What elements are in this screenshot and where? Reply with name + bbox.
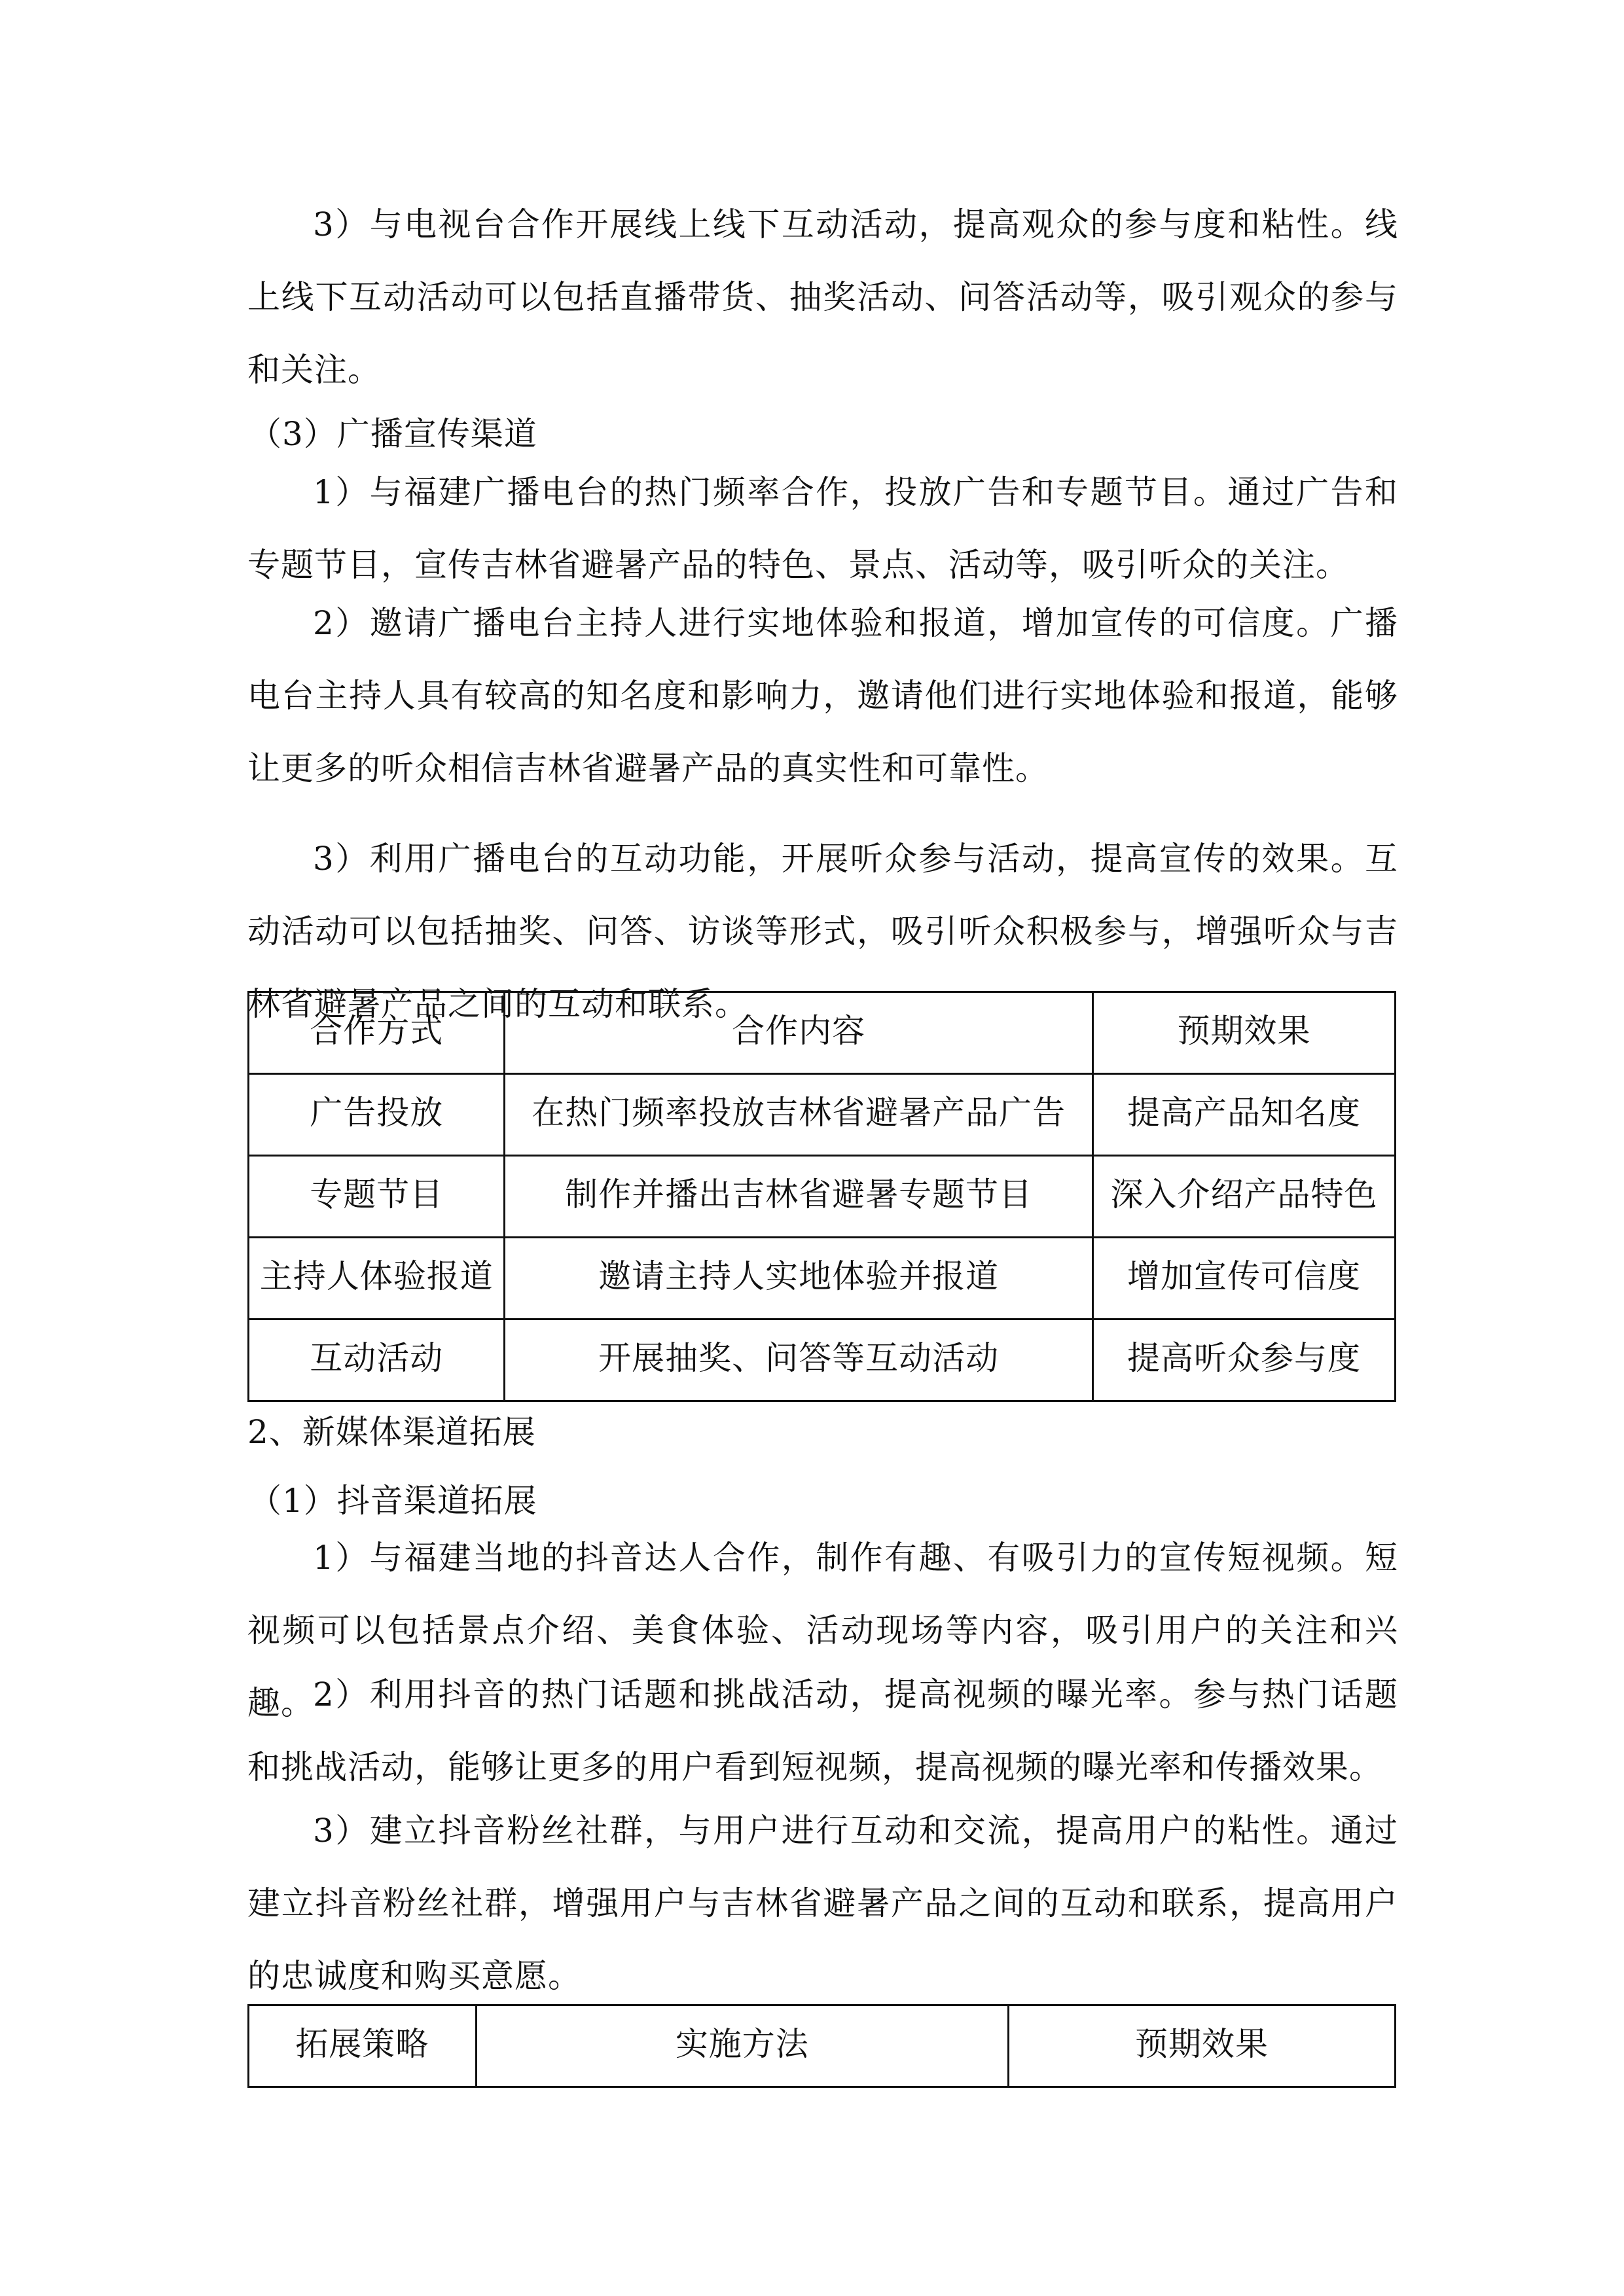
douyin-strategy-table [247,2004,1396,2088]
table-header-cell: 实施方法 [476,2005,1008,2087]
table-header-row [249,2005,1396,2087]
table-cell: 深入介绍产品特色 [1092,1156,1395,1238]
paragraph-tv-interaction: 3）与电视台合作开展线上线下互动活动，提高观众的参与度和粘性。线上线下互动活动可以包括直播带货、抽奖活动、问答活动等，吸引观众的参与和关注。 [247,206,1398,389]
paragraph-douyin-community: 3）建立抖音粉丝社群，与用户进行互动和交流，提高用户的粘性。通过建立抖音粉丝社群，增强用户与吉林省避暑产品之间的互动和联系，提高用户的忠诚度和购买意愿。 [247,1812,1398,1995]
table-cell: 广告投放 [249,1074,505,1156]
table-row [249,1156,1396,1238]
table-header-cell: 合作内容 [505,992,1093,1074]
table-row [249,1319,1396,1401]
table-cell: 制作并播出吉林省避暑专题节目 [505,1156,1093,1238]
table-header-cell: 预期效果 [1092,992,1395,1074]
table-cell: 在热门频率投放吉林省避暑产品广告 [505,1074,1093,1156]
table-cell: 提高听众参与度 [1092,1319,1395,1401]
heading-douyin-channel: （1）抖音渠道拓展 [249,1482,537,1520]
table-row [249,1074,1396,1156]
table-cell: 专题节目 [249,1156,505,1238]
table-header-cell: 合作方式 [249,992,505,1074]
table-cell: 开展抽奖、问答等互动活动 [505,1319,1093,1401]
paragraph-douyin-creators: 1）与福建当地的抖音达人合作，制作有趣、有吸引力的宣传短视频。短视频可以包括景点介绍、美食体验、活动现场等内容，吸引用户的关注和兴趣。 [247,1539,1398,1722]
table-cell: 增加宣传可信度 [1092,1238,1395,1319]
heading-radio-channel: （3）广播宣传渠道 [249,415,537,453]
radio-cooperation-table [247,991,1396,1402]
paragraph-radio-hosts: 2）邀请广播电台主持人进行实地体验和报道，增加宣传的可信度。广播电台主持人具有较高的知名度和影响力，邀请他们进行实地体验和报道，能够让更多的听众相信吉林省避暑产品的真实性和可靠性。 [247,604,1398,787]
heading-new-media: 2、新媒体渠道拓展 [247,1413,536,1451]
table-cell: 互动活动 [249,1319,505,1401]
table-cell: 邀请主持人实地体验并报道 [505,1238,1093,1319]
table-row [249,1238,1396,1319]
table-header-cell: 预期效果 [1009,2005,1396,2087]
table-header-row [249,992,1396,1074]
paragraph-radio-ads: 1）与福建广播电台的热门频率合作，投放广告和专题节目。通过广告和专题节目，宣传吉林省避暑产品的特色、景点、活动等，吸引听众的关注。 [247,473,1398,584]
paragraph-radio-interaction: 3）利用广播电台的互动功能，开展听众参与活动，提高宣传的效果。互动活动可以包括抽奖、问答、访谈等形式，吸引听众积极参与，增强听众与吉林省避暑产品之间的互动和联系。 [247,840,1398,1023]
paragraph-douyin-topics: 2）利用抖音的热门话题和挑战活动，提高视频的曝光率。参与热门话题和挑战活动，能够让更多的用户看到短视频，提高视频的曝光率和传播效果。 [247,1676,1398,1786]
table-cell: 主持人体验报道 [249,1238,505,1319]
table-header-cell: 拓展策略 [249,2005,477,2087]
table-cell: 提高产品知名度 [1092,1074,1395,1156]
